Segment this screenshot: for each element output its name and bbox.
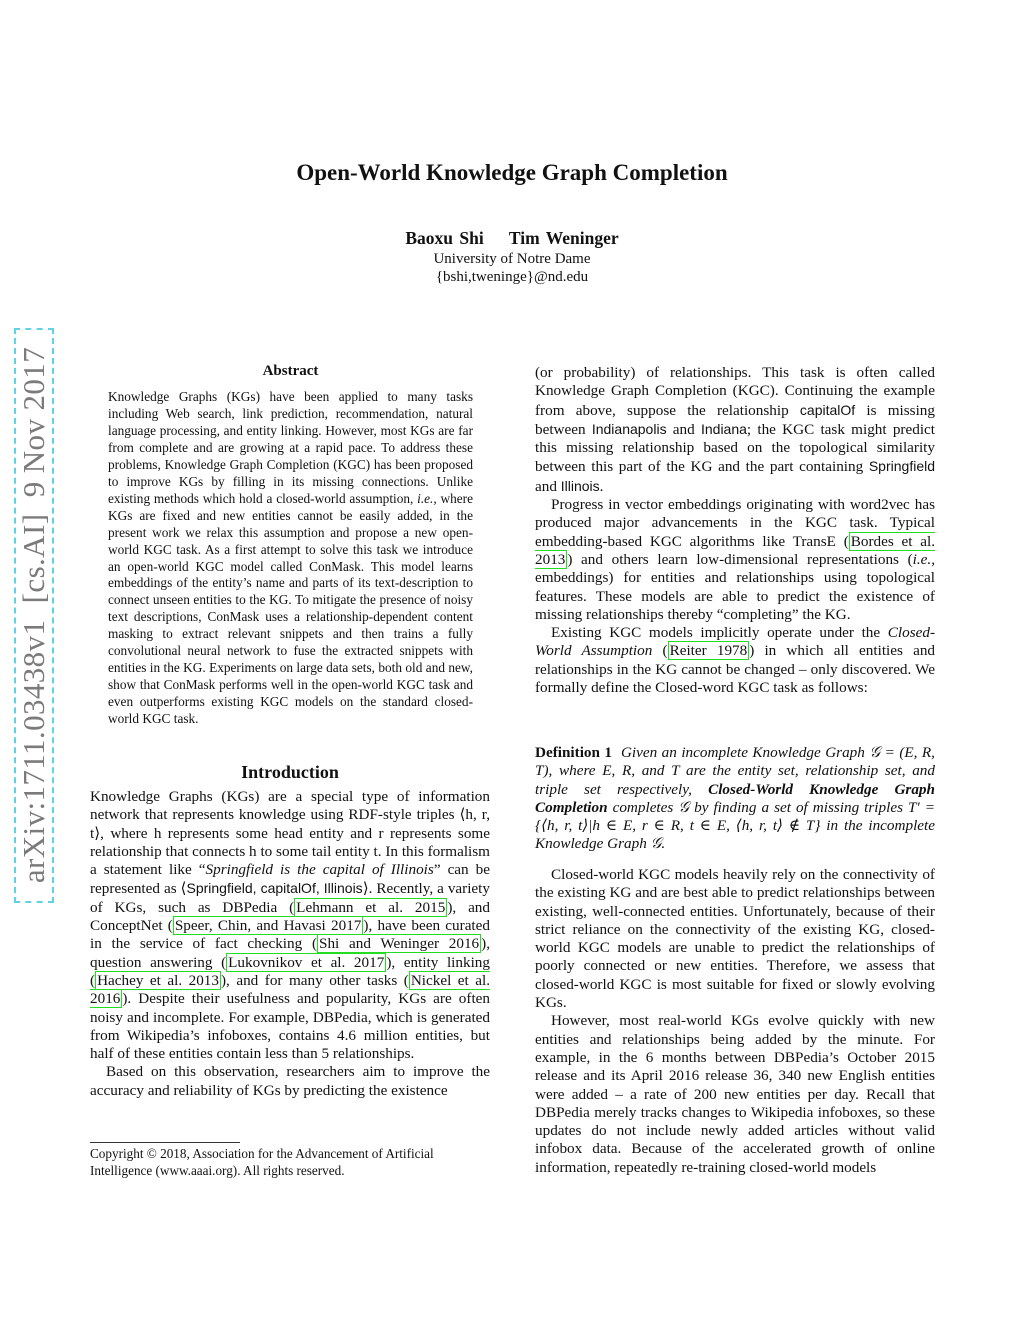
footnote-divider — [90, 1142, 240, 1143]
example-triple: Springfield, capitalOf, Illinois — [186, 880, 363, 897]
copyright-footnote: Copyright © 2018, Association for the Advancement of Artificial Intelligence (www.aaai.org). All rights reserved. — [90, 1146, 434, 1178]
text-run: and — [666, 420, 701, 438]
text-run: Progress in vector embeddings originating with word2vec has produced major advancements in the KGC task. Typical embedding-based KGC algorithms like TransE ( — [535, 496, 935, 550]
intro-paragraph-1 — [90, 788, 490, 1063]
text-run: , embeddings) for entities and relationships using topological features. These models are able to predict the existence of missing relationships thereby “completing” the KG. — [535, 550, 935, 623]
introduction-body — [90, 788, 490, 1100]
citation-link[interactable]: Lehmann et al. 2015 — [296, 898, 446, 916]
text-run: ( — [652, 642, 668, 660]
definition-1 — [535, 744, 935, 854]
text-run: (or probability) of relationships. This task is often called Knowledge Graph Completion (KGC). Continuing the example from above, suppose the relationship — [535, 364, 935, 419]
affiliation-block — [0, 250, 1024, 286]
introduction-heading: Introduction — [241, 762, 339, 782]
abbrev-ie: i.e. — [912, 550, 932, 568]
entity-name: Springfield — [868, 458, 935, 475]
abstract-body — [108, 389, 473, 728]
intro-paragraph-2: Based on this observation, researchers aim to improve the accuracy and reliability of KGs by predicting the existence — [90, 1063, 490, 1099]
abstract-ie: i.e. — [417, 490, 434, 506]
paper-title: Open-World Knowledge Graph Completion — [296, 160, 728, 185]
right-paragraph-1 — [535, 364, 935, 496]
author-names — [0, 228, 1024, 249]
text-run: ; the KGC task might predict this missing relationship based on the topological similarity between this part of the KG and the part containing — [535, 420, 935, 476]
text-run: ), entity linking ( — [90, 953, 490, 989]
text-run: ). Despite their usefulness and popularity, KGs are often noisy and incomplete. For example, DBPedia, which is generated from Wikipedia’s infoboxes, contains 4.6 million entities, but half of these entities contain less than 5 relationships. — [90, 990, 490, 1063]
right-column-bottom — [535, 866, 935, 1177]
text-run: ), question answering ( — [90, 935, 490, 971]
email: {bshi,tweninge}@nd.edu — [435, 269, 589, 285]
text-run: ” can be represented as ⟨ — [90, 861, 490, 898]
right-paragraph-2 — [535, 496, 935, 624]
citation-link[interactable]: Reiter 1978 — [669, 642, 748, 660]
definition-term: Closed-World Knowledge Graph Completion — [535, 780, 935, 816]
entity-name: Indiana — [700, 420, 747, 437]
citation-link[interactable]: Nickel et al. 2016 — [90, 971, 490, 1008]
abstract-heading: Abstract — [262, 363, 319, 379]
text-run: Existing KGC models implicitly operate under the — [551, 624, 888, 642]
right-paragraph-5: However, most real-world KGs evolve quickly with new entities and relationships being added by the minute. For example, in the 6 months between DBPedia’s October 2015 release and its April 2016 release 36, 340 new English entities were added – a rate of 200 new entities per day. Recall that DBPedia merely tracks changes to Wikipedia infoboxes, so these updates do not include newly added articles without valid infobox data. Because of the accelerated growth of online information, repeatedly re-training closed-world models — [535, 1012, 935, 1176]
authors-text: Baoxu Shi Tim Weninger — [405, 228, 619, 248]
citation-link[interactable]: Shi and Weninger 2016 — [319, 935, 480, 953]
definition-label: Definition 1 — [535, 744, 613, 761]
example-quote: Springfield is the capital of Illinois — [205, 861, 434, 879]
definition-text: Given an incomplete Knowledge Graph 𝒢 = (E, R, T), where E, R, and T are the entity set, relationship set, and triple set respectively, — [535, 744, 935, 798]
text-run: ⟩. Recently, a variety of KGs, such as DBPedia ( — [90, 880, 490, 916]
text-run: . — [599, 477, 604, 495]
right-paragraph-3 — [535, 624, 935, 697]
text-run: and — [535, 477, 561, 495]
right-column-top — [535, 364, 935, 697]
arxiv-identifier[interactable]: arXiv:1711.03438v1 [cs.AI] 9 Nov 2017 — [16, 346, 51, 884]
affiliation: University of Notre Dame — [433, 251, 591, 267]
citation-link[interactable]: Speer, Chin, and Havasi 2017 — [174, 917, 362, 935]
right-paragraph-4: Closed-world KGC models heavily rely on the connectivity of the existing KG and are best able to predict relationships between existing, well-connected entities. Unfortunately, because of their strict reliance on the connectivity of the existing KG, closed-world KGC models are unable to predict the relationships of poorly connected or new entities. Therefore, we assess that closed-world KGC is most suitable for fixed or slowly evolving KGs. — [535, 866, 935, 1012]
citation-link[interactable]: Lukovnikov et al. 2017 — [228, 953, 385, 971]
term-closed-world: Closed-World Assumption — [535, 624, 935, 660]
text-run: Knowledge Graphs (KGs) are a special type of information network that represents knowledge using RDF-style triples ⟨h, r, t⟩, where h represents some head entity and r represents some relationship that connects h to some tail entity t. In this formalism a statement like “ — [90, 788, 490, 879]
text-run: ) in which all entities and relationships in the KG cannot be changed – only discovered. We formally define the Closed-word KGC task as follows: — [535, 642, 936, 697]
entity-name: Illinois — [560, 477, 600, 494]
text-run: ), have been curated in the service of fact checking ( — [90, 917, 490, 953]
text-run: ), and for many other tasks ( — [221, 971, 409, 989]
abstract-text-1: Knowledge Graphs (KGs) have been applied to many tasks including Web search, link prediction, recommendation, natural language processing, and entity linking. However, most KGs are far from complete and are growing at a rapid pace. To address these problems, Knowledge Graph Completion (KGC) has been proposed to improve KGs by filling in its missing connections. Unlike existing methods which hold a closed-world assumption, — [108, 389, 473, 506]
citation-link[interactable]: Bordes et al. 2013 — [535, 532, 936, 568]
text-run: ) and others learn low-dimensional representations ( — [567, 550, 913, 568]
text-run: ), and ConceptNet ( — [90, 898, 490, 935]
abstract-text-2: , where KGs are fixed and new entities cannot be easily added, in the present work we relax this assumption and propose a new open-world KGC task. As a first attempt to solve this task we introduce an open-world KGC model called ConMask. This model learns embeddings of the entity’s name and parts of its text-description to connect unseen entities to the KG. To mitigate the presence of noisy text descriptions, ConMask uses a relationship-dependent content masking to extract relevant snippets and then trains a fully convolutional neural network to fuse the extracted snippets with entities in the KG. Experiments on large data sets, both old and new, show that ConMask performs well in the open-world KGC task and even outperforms existing KGC models on the standard closed-world KGC task. — [108, 490, 473, 727]
definition-text: completes 𝒢 by finding a set of missing triples T′ = {⟨h, r, t⟩|h ∈ E, r ∈ R, t ∈ E, ⟨h, r, t⟩ ∉ T} in the incomplete Knowledge Graph 𝒢. — [535, 798, 935, 853]
citation-link[interactable]: Hachey et al. 2013 — [97, 971, 219, 989]
entity-name: Indianapolis — [591, 420, 667, 437]
relation-name: capitalOf — [799, 401, 856, 418]
text-run: is missing between — [535, 401, 935, 438]
